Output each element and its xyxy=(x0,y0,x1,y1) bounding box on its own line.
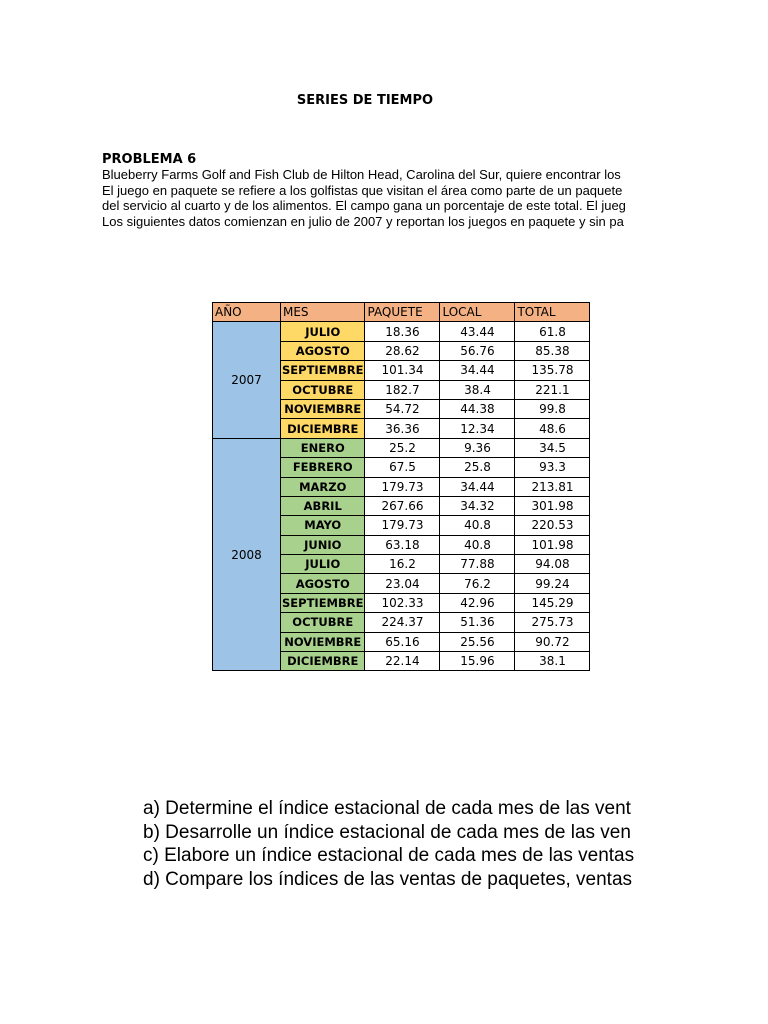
month-cell: ENERO xyxy=(281,438,365,457)
problem-heading: PROBLEMA 6 xyxy=(102,152,197,167)
paquete-cell: 224.37 xyxy=(365,613,440,632)
month-cell: JULIO xyxy=(281,322,365,341)
total-cell: 61.8 xyxy=(515,322,590,341)
total-cell: 221.1 xyxy=(515,380,590,399)
month-cell: AGOSTO xyxy=(281,341,365,360)
local-cell: 42.96 xyxy=(440,593,515,612)
month-cell: ABRIL xyxy=(281,496,365,515)
question-item: a) Determine el índice estacional de cada mes de las vent xyxy=(143,798,631,819)
month-cell: MAYO xyxy=(281,516,365,535)
total-cell: 275.73 xyxy=(515,613,590,632)
table-row xyxy=(213,438,590,457)
total-cell: 220.53 xyxy=(515,516,590,535)
paquete-cell: 65.16 xyxy=(365,632,440,651)
month-cell: FEBRERO xyxy=(281,458,365,477)
local-cell: 77.88 xyxy=(440,555,515,574)
total-cell: 301.98 xyxy=(515,496,590,515)
description-line: Blueberry Farms Golf and Fish Club de Hilton Head, Carolina del Sur, quiere encontrar los xyxy=(102,167,621,182)
paquete-cell: 267.66 xyxy=(365,496,440,515)
total-cell: 94.08 xyxy=(515,555,590,574)
header-total: TOTAL xyxy=(515,303,590,322)
local-cell: 38.4 xyxy=(440,380,515,399)
total-cell: 38.1 xyxy=(515,652,590,671)
month-cell: OCTUBRE xyxy=(281,613,365,632)
total-cell: 101.98 xyxy=(515,535,590,554)
paquete-cell: 23.04 xyxy=(365,574,440,593)
total-cell: 145.29 xyxy=(515,593,590,612)
paquete-cell: 179.73 xyxy=(365,516,440,535)
local-cell: 51.36 xyxy=(440,613,515,632)
month-cell: SEPTIEMBRE xyxy=(281,593,365,612)
paquete-cell: 18.36 xyxy=(365,322,440,341)
year-cell: 2008 xyxy=(213,438,281,671)
total-cell: 213.81 xyxy=(515,477,590,496)
month-cell: DICIEMBRE xyxy=(281,419,365,438)
local-cell: 40.8 xyxy=(440,535,515,554)
data-table xyxy=(212,302,590,671)
month-cell: NOVIEMBRE xyxy=(281,399,365,418)
local-cell: 34.32 xyxy=(440,496,515,515)
question-item: c) Elabore un índice estacional de cada mes de las ventas xyxy=(143,845,635,866)
paquete-cell: 182.7 xyxy=(365,380,440,399)
month-cell: JUNIO xyxy=(281,535,365,554)
header-paquete: PAQUETE xyxy=(365,303,440,322)
paquete-cell: 101.34 xyxy=(365,361,440,380)
total-cell: 99.8 xyxy=(515,399,590,418)
local-cell: 25.56 xyxy=(440,632,515,651)
local-cell: 34.44 xyxy=(440,477,515,496)
month-cell: DICIEMBRE xyxy=(281,652,365,671)
total-cell: 85.38 xyxy=(515,341,590,360)
local-cell: 25.8 xyxy=(440,458,515,477)
local-cell: 12.34 xyxy=(440,419,515,438)
month-cell: AGOSTO xyxy=(281,574,365,593)
paquete-cell: 102.33 xyxy=(365,593,440,612)
month-cell: MARZO xyxy=(281,477,365,496)
paquete-cell: 28.62 xyxy=(365,341,440,360)
total-cell: 90.72 xyxy=(515,632,590,651)
local-cell: 9.36 xyxy=(440,438,515,457)
local-cell: 15.96 xyxy=(440,652,515,671)
description-line: Los siguientes datos comienzan en julio de 2007 y reportan los juegos en paquete y sin pa xyxy=(102,213,624,229)
paquete-cell: 179.73 xyxy=(365,477,440,496)
table-body xyxy=(213,322,590,671)
local-cell: 43.44 xyxy=(440,322,515,341)
paquete-cell: 16.2 xyxy=(365,555,440,574)
question-item: d) Compare los índices de las ventas de paquetes, ventas xyxy=(143,868,633,890)
year-cell: 2007 xyxy=(213,322,281,438)
total-cell: 93.3 xyxy=(515,458,590,477)
description-line: del servicio al cuarto y de los alimentos. El campo gana un porcentaje de este total. El jueg xyxy=(102,198,626,213)
local-cell: 56.76 xyxy=(440,341,515,360)
local-cell: 44.38 xyxy=(440,399,515,418)
month-cell: NOVIEMBRE xyxy=(281,632,365,651)
paquete-cell: 22.14 xyxy=(365,652,440,671)
table-row xyxy=(213,322,590,341)
header-local: LOCAL xyxy=(440,303,515,322)
table-header-row xyxy=(213,303,590,322)
paquete-cell: 54.72 xyxy=(365,399,440,418)
description-line: El juego en paquete se refiere a los golfistas que visitan el área como parte de un paquete xyxy=(102,182,623,198)
paquete-cell: 67.5 xyxy=(365,458,440,477)
local-cell: 34.44 xyxy=(440,361,515,380)
total-cell: 135.78 xyxy=(515,361,590,380)
paquete-cell: 63.18 xyxy=(365,535,440,554)
page-title: SERIES DE TIEMPO xyxy=(296,93,434,108)
total-cell: 34.5 xyxy=(515,438,590,457)
month-cell: JULIO xyxy=(281,555,365,574)
paquete-cell: 25.2 xyxy=(365,438,440,457)
local-cell: 76.2 xyxy=(440,574,515,593)
total-cell: 48.6 xyxy=(515,419,590,438)
month-cell: OCTUBRE xyxy=(281,380,365,399)
header-ano: AÑO xyxy=(213,303,281,322)
header-mes: MES xyxy=(281,303,365,322)
month-cell: SEPTIEMBRE xyxy=(281,361,365,380)
questions-list xyxy=(143,797,656,891)
total-cell: 99.24 xyxy=(515,574,590,593)
paquete-cell: 36.36 xyxy=(365,419,440,438)
problem-description xyxy=(102,167,655,229)
local-cell: 40.8 xyxy=(440,516,515,535)
question-item: b) Desarrolle un índice estacional de cada mes de las ven xyxy=(143,821,631,843)
